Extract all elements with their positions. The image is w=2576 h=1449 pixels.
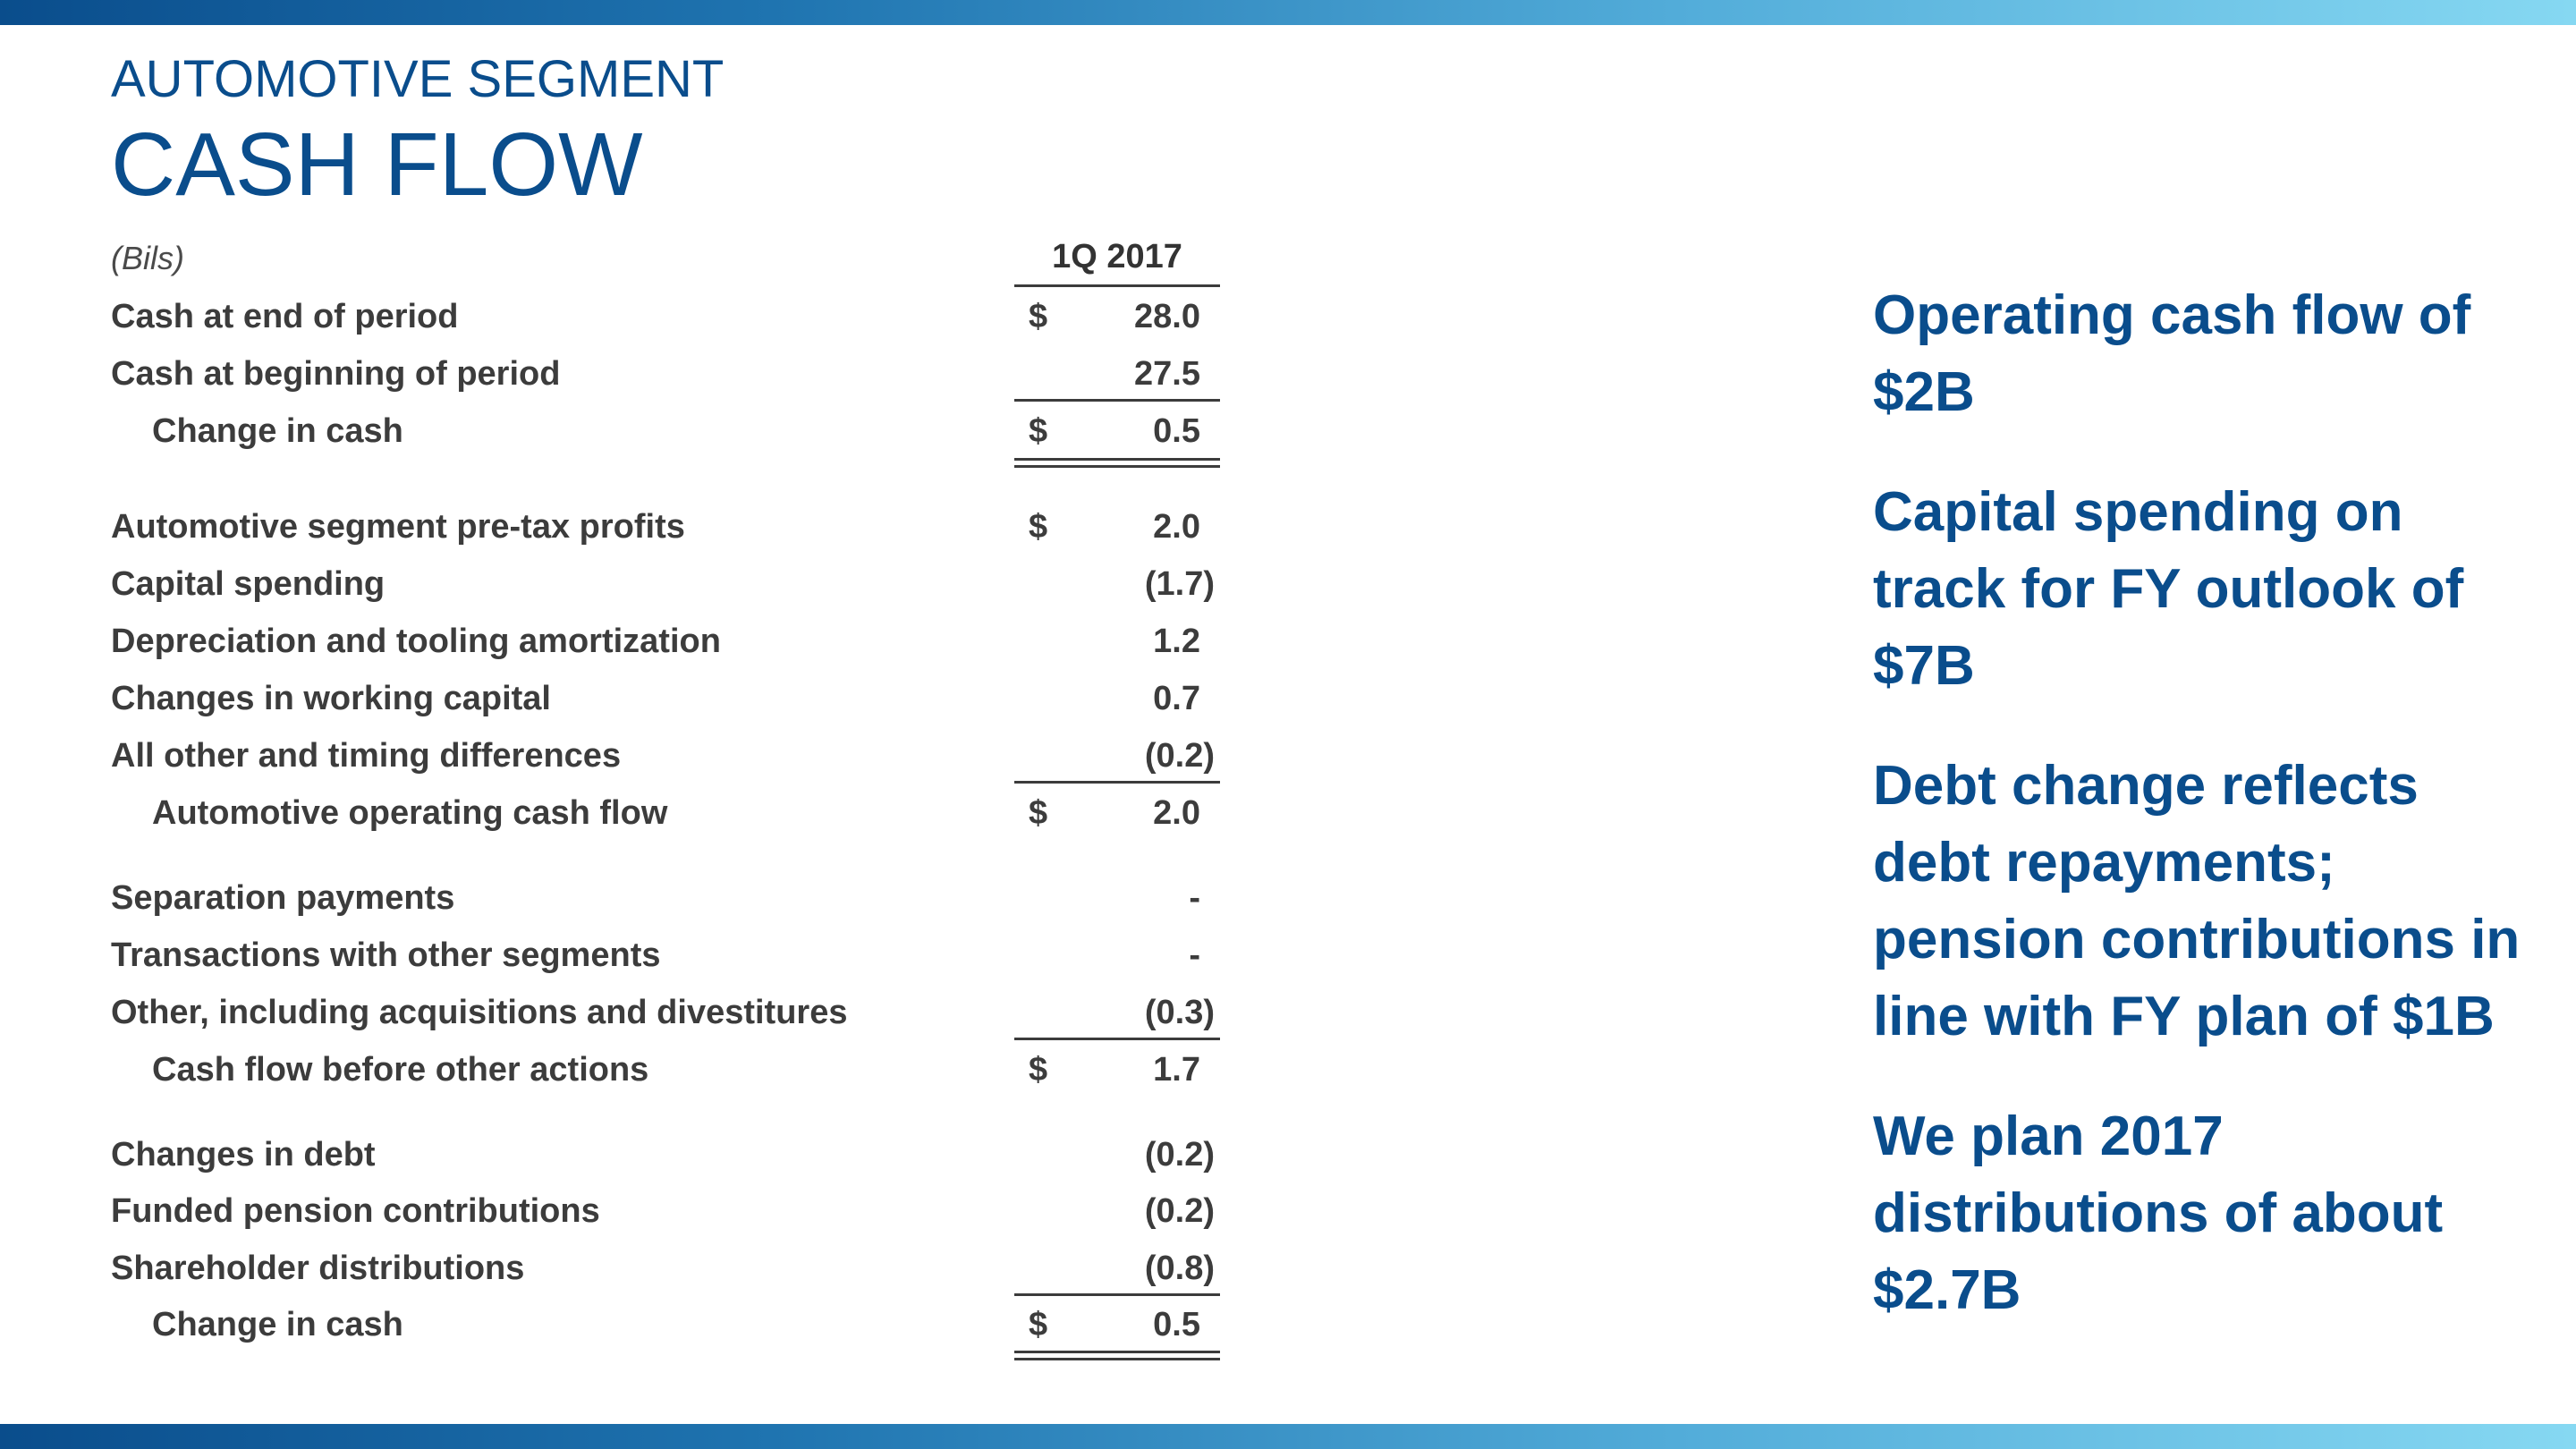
table-row <box>0 508 1252 551</box>
row-label: Change in cash <box>152 1306 403 1343</box>
table-row <box>0 1136 1252 1179</box>
key-points <box>1873 277 2535 1372</box>
row-value: 0.5 <box>1153 412 1200 450</box>
row-label: Capital spending <box>111 565 386 603</box>
subtotal-rule <box>1014 1293 1220 1296</box>
row-label: Depreciation and tooling amortization <box>111 623 721 660</box>
row-value: 0.7 <box>1153 680 1200 717</box>
row-label: Cash at beginning of period <box>111 355 561 393</box>
units-label: (Bils) <box>111 240 184 276</box>
row-label: Funded pension contributions <box>111 1192 600 1230</box>
table-row <box>0 994 1252 1037</box>
row-label: Change in cash <box>152 412 403 450</box>
row-label: Automotive operating cash flow <box>152 794 668 832</box>
row-label: Automotive segment pre-tax profits <box>111 508 685 546</box>
dollar-sign: $ <box>1029 508 1048 546</box>
key-point: Capital spending on track for FY outlook of $7B <box>1873 481 2464 697</box>
row-label: Changes in debt <box>111 1136 376 1174</box>
dollar-sign: $ <box>1029 1306 1048 1343</box>
row-label: Shareholder distributions <box>111 1250 525 1287</box>
slide-supertitle: AUTOMOTIVE SEGMENT <box>111 50 724 108</box>
table-row <box>0 794 1252 837</box>
table-row <box>0 1192 1252 1235</box>
table-row <box>0 1250 1252 1292</box>
table-row <box>0 737 1252 780</box>
top-accent-bar <box>0 0 2576 25</box>
table-row <box>0 1051 1252 1094</box>
slide-title: CASH FLOW <box>111 114 643 215</box>
dollar-sign: $ <box>1029 794 1048 832</box>
column-header: 1Q 2017 <box>1052 238 1182 275</box>
key-point: We plan 2017 distributions of about $2.7B <box>1873 1106 2444 1321</box>
row-label: Separation payments <box>111 879 455 917</box>
subtotal-rule <box>1014 781 1220 784</box>
row-label: Other, including acquisitions and divestitures <box>111 994 848 1031</box>
table-row <box>0 623 1252 665</box>
table-row <box>0 879 1252 922</box>
table-row <box>0 412 1252 455</box>
dollar-sign: $ <box>1029 412 1048 450</box>
row-label: Cash at end of period <box>111 298 459 335</box>
row-value: 1.7 <box>1153 1051 1200 1089</box>
key-point: Operating cash flow of $2B <box>1873 284 2471 423</box>
row-value: (0.3) <box>1144 994 1215 1031</box>
row-value: (0.2) <box>1144 737 1215 775</box>
row-value: (0.2) <box>1144 1136 1215 1174</box>
table-row <box>0 355 1252 398</box>
row-value: (1.7) <box>1144 565 1215 603</box>
row-label: All other and timing differences <box>111 737 622 775</box>
subtotal-rule <box>1014 1038 1220 1040</box>
table-row <box>0 1306 1252 1349</box>
row-label: Changes in working capital <box>111 680 551 717</box>
dollar-sign: $ <box>1029 298 1048 335</box>
table-row <box>0 936 1252 979</box>
row-value: - <box>1189 879 1200 917</box>
bottom-accent-bar <box>0 1424 2576 1449</box>
row-value: 1.2 <box>1153 623 1200 660</box>
total-rule-double <box>1014 465 1220 468</box>
total-rule-double <box>1014 458 1220 461</box>
row-label: Transactions with other segments <box>111 936 661 974</box>
subtotal-rule <box>1014 399 1220 402</box>
total-rule-double <box>1014 1358 1220 1360</box>
table-row <box>0 565 1252 608</box>
row-value: 0.5 <box>1153 1306 1200 1343</box>
total-rule-double <box>1014 1351 1220 1353</box>
row-value: 27.5 <box>1134 355 1200 393</box>
row-label: Cash flow before other actions <box>152 1051 649 1089</box>
row-value: 2.0 <box>1153 794 1200 832</box>
row-value: (0.2) <box>1144 1192 1215 1230</box>
header-rule <box>1014 284 1220 287</box>
row-value: - <box>1189 936 1200 974</box>
row-value: (0.8) <box>1144 1250 1215 1287</box>
table-row <box>0 298 1252 341</box>
key-point: Debt change reflects debt repayments; pension contributions in line with FY plan of $1B <box>1873 755 2521 1047</box>
dollar-sign: $ <box>1029 1051 1048 1089</box>
row-value: 28.0 <box>1134 298 1200 335</box>
table-row <box>0 680 1252 723</box>
row-value: 2.0 <box>1153 508 1200 546</box>
